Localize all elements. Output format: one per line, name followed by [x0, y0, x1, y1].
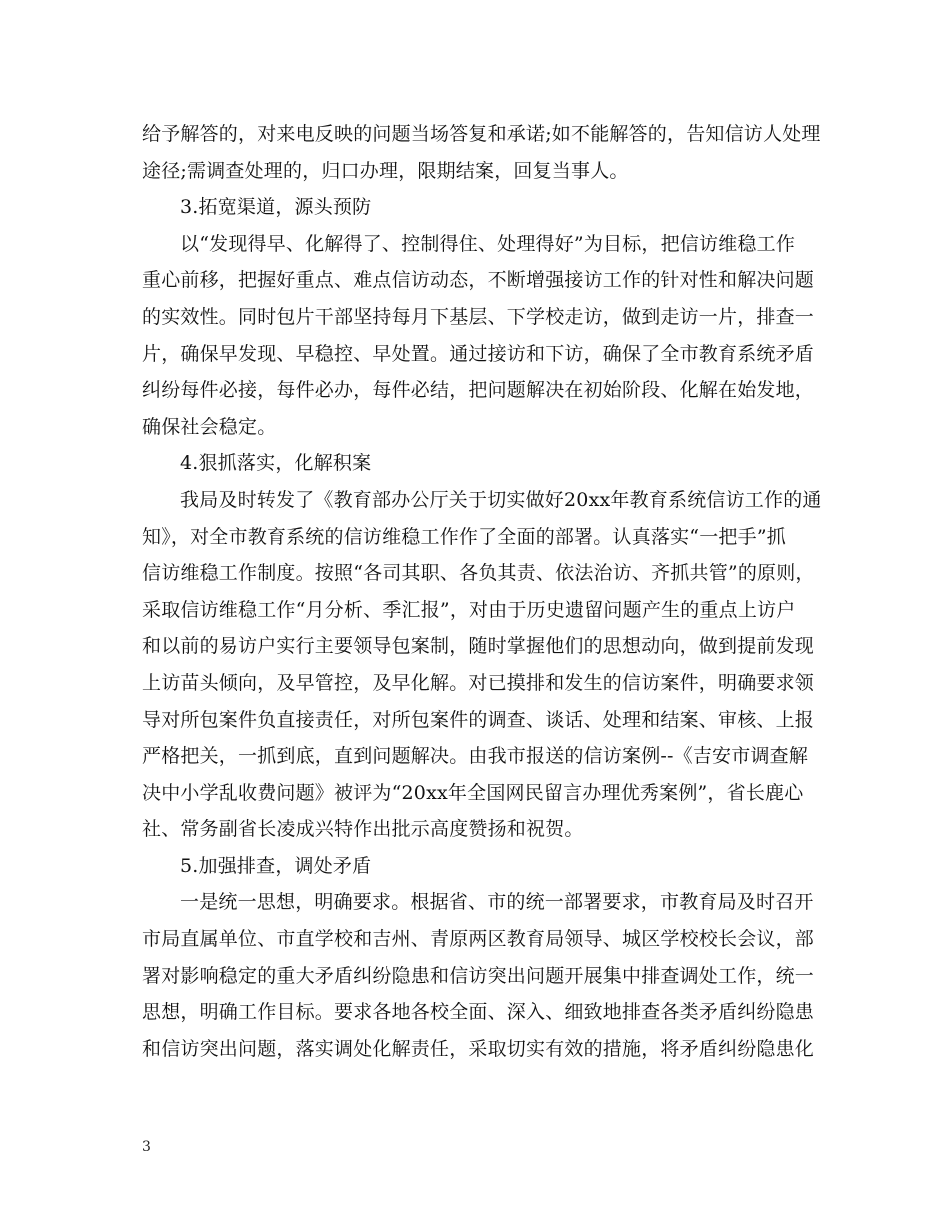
document-body — [142, 116, 822, 1067]
paragraph-first-line: 我局及时转发了《教育部办公厅关于切实做好20xx年教育系统信访工作的通 — [180, 488, 822, 511]
paragraph-first-line: 一是统一思想，明确要求。根据省、市的统一部署要求，市教育局及时召开 — [180, 891, 814, 914]
body-text-line: 采取信访维稳工作“月分析、季汇报”，对由于历史遗留问题产生的重点上访户 — [142, 598, 796, 621]
body-text-line: 纠纷每件必接，每件必办，每件必结，把问题解决在初始阶段、化解在始发地， — [142, 379, 815, 402]
body-text-line: 署对影响稳定的重大矛盾纠纷隐患和信访突出问题开展集中排查调处工作，统一 — [142, 964, 815, 987]
body-text-line: 思想，明确工作目标。要求各地各校全面、深入、细致地排查各类矛盾纠纷隐患 — [142, 1001, 815, 1024]
body-text-line: 重心前移，把握好重点、难点信访动态，不断增强接访工作的针对性和解决问题 — [142, 269, 815, 292]
body-text-line: 决中小学乱收费问题》被评为“20xx年全国网民留言办理优秀案例”，省长鹿心 — [142, 781, 804, 804]
body-text-line: 确保社会稳定。 — [142, 415, 277, 438]
body-text-line: 上访苗头倾向，及早管控，及早化解。对已摸排和发生的信访案件，明确要求领 — [142, 671, 815, 694]
body-text-line: 信访维稳工作制度。按照“各司其职、各负其责、依法治访、齐抓共管”的原则， — [142, 562, 815, 585]
body-text-line: 的实效性。同时包片干部坚持每月下基层、下学校走访，做到走访一片，排查一 — [142, 305, 815, 328]
section-heading: 5.加强排查，调处矛盾 — [180, 854, 372, 877]
body-text-line: 和信访突出问题，落实调处化解责任，采取切实有效的措施，将矛盾纠纷隐患化 — [142, 1037, 815, 1060]
body-text-line: 片，确保早发现、早稳控、早处置。通过接访和下访，确保了全市教育系统矛盾 — [142, 342, 815, 365]
body-text-line: 途径;需调查处理的，归口办理，限期结案，回复当事人。 — [142, 159, 629, 182]
body-text-line: 知》，对全市教育系统的信访维稳工作作了全面的部署。认真落实“一把手”抓 — [142, 525, 786, 548]
body-text-line: 导对所包案件负直接责任，对所包案件的调查、谈话、处理和结案、审核、上报 — [142, 708, 815, 731]
body-text-line: 严格把关，一抓到底，直到问题解决。由我市报送的信访案例--《吉安市调查解 — [142, 745, 809, 768]
body-text-line: 社、常务副省长凌成兴特作出批示高度赞扬和祝贺。 — [142, 818, 584, 841]
body-text-line: 和以前的易访户实行主要领导包案制，随时掌握他们的思想动向，做到提前发现 — [142, 635, 815, 658]
section-heading: 3.拓宽渠道，源头预防 — [180, 196, 372, 219]
paragraph-first-line: 以“发现得早、化解得了、控制得住、处理得好”为目标，把信访维稳工作 — [180, 232, 796, 255]
body-text-line: 市局直属单位、市直学校和吉州、青原两区教育局领导、城区学校校长会议，部 — [142, 928, 815, 951]
section-heading: 4.狠抓落实，化解积案 — [180, 452, 372, 475]
body-text-line: 给予解答的，对来电反映的问题当场答复和承诺;如不能解答的，告知信访人处理 — [142, 123, 821, 145]
page-number: 3 — [142, 1139, 151, 1155]
